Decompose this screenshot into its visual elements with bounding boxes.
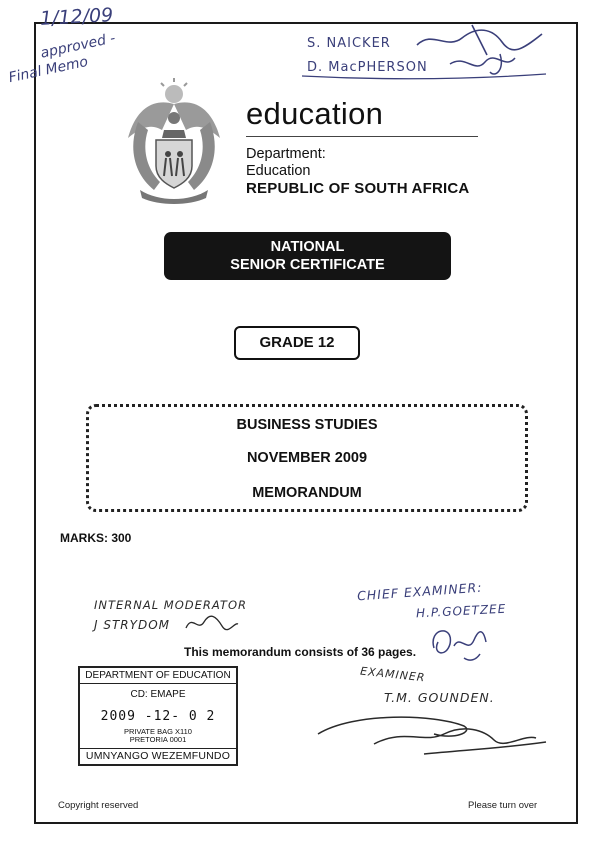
subject-name: BUSINESS STUDIES <box>236 417 378 433</box>
page-count-note: This memorandum consists of 36 pages. <box>184 645 417 659</box>
document-type: MEMORANDUM <box>252 485 362 501</box>
department-name: Education <box>246 163 311 179</box>
subject-box <box>86 404 528 512</box>
handwritten-examiner-label: EXAMINER <box>359 664 427 685</box>
handwritten-approval-line1: approved - <box>39 30 117 62</box>
handwritten-name-naicker: S. NAICKER <box>307 36 391 51</box>
stamp-address-line-2: PRETORIA 0001 <box>129 735 187 744</box>
stamp-unit: CD: EMAPE <box>130 689 186 700</box>
coat-of-arms-emblem <box>124 78 224 206</box>
certificate-line-1: NATIONAL <box>270 239 345 255</box>
signature-moderator <box>182 612 242 634</box>
turn-over-note: Please turn over <box>468 800 538 811</box>
stamp-address-line-1: PRIVATE BAG X110 <box>124 727 192 736</box>
signature-examiner <box>314 704 554 764</box>
handwritten-name-macpherson: D. MacPHERSON <box>307 60 428 75</box>
handwritten-date: 1/12/09 <box>39 4 114 30</box>
handwritten-chief-examiner-label: CHIEF EXAMINER: <box>356 579 483 604</box>
total-marks: MARKS: 300 <box>60 531 132 545</box>
department-stamp <box>78 666 238 766</box>
crest-motto: !KE E: /XARRA //KE <box>148 190 202 196</box>
grade-label: GRADE 12 <box>234 326 360 360</box>
signature-chief-examiner <box>424 618 494 668</box>
exam-session: NOVEMBER 2009 <box>246 450 368 466</box>
department-label: Department: <box>246 146 326 162</box>
stamp-title: DEPARTMENT OF EDUCATION <box>80 668 236 684</box>
signature-macpherson <box>300 50 550 84</box>
education-wordmark: education <box>246 96 384 131</box>
stamp-date: 2009 -12- 0 2 <box>100 709 216 724</box>
handwritten-moderator-name: J STRYDOM <box>94 618 171 632</box>
heading-underline <box>246 136 478 137</box>
handwritten-approval-line2: Final Memo <box>7 53 90 87</box>
handwritten-moderator-label: INTERNAL MODERATOR <box>94 598 247 612</box>
certificate-banner <box>164 232 451 280</box>
stamp-footer: UMNYANGO WEZEMFUNDO <box>80 748 236 764</box>
certificate-line-2: SENIOR CERTIFICATE <box>230 257 385 273</box>
country-name: REPUBLIC OF SOUTH AFRICA <box>246 180 470 197</box>
handwritten-examiner-name: T.M. GOUNDEN. <box>384 690 495 705</box>
handwritten-chief-examiner-name: H.P.GOETZEE <box>415 601 507 621</box>
copyright-notice: Copyright reserved <box>58 800 139 811</box>
